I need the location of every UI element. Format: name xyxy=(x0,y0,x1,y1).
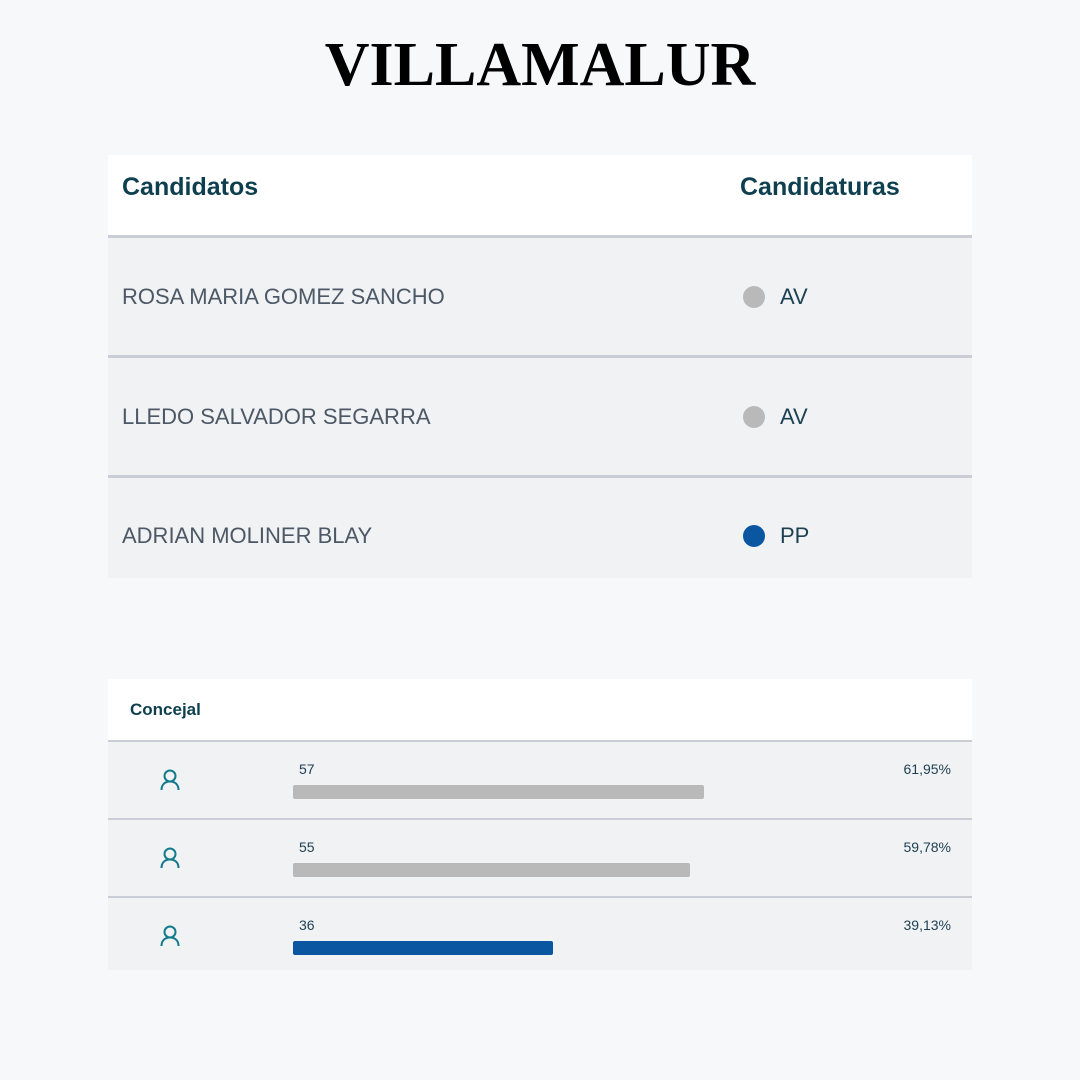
vote-count: 36 xyxy=(299,917,315,933)
concejal-results xyxy=(108,679,972,970)
header-candidatos: Candidatos xyxy=(122,173,259,201)
header-candidaturas: Candidaturas xyxy=(740,173,900,201)
candidate-name: ROSA MARIA GOMEZ SANCHO xyxy=(122,284,445,309)
user-icon xyxy=(160,925,180,947)
vote-count: 57 xyxy=(299,761,315,777)
vote-count: 55 xyxy=(299,839,315,855)
party-color-dot xyxy=(743,525,765,547)
candidate-row xyxy=(108,478,972,578)
page-title: VILLAMALUR xyxy=(324,31,756,99)
candidate-name: ADRIAN MOLINER BLAY xyxy=(122,523,373,548)
vote-bar xyxy=(293,785,704,799)
candidates-table xyxy=(108,155,972,578)
candidate-name: LLEDO SALVADOR SEGARRA xyxy=(122,404,431,429)
candidates-table-header xyxy=(108,155,972,238)
candidate-row xyxy=(108,358,972,478)
candidate-row xyxy=(108,238,972,358)
vote-bar xyxy=(293,941,553,955)
concejal-label: Concejal xyxy=(130,700,201,719)
result-row xyxy=(108,898,972,970)
vote-bar xyxy=(293,863,690,877)
vote-percentage: 59,78% xyxy=(903,839,951,855)
concejal-results-header xyxy=(108,679,972,742)
party-color-dot xyxy=(743,406,765,428)
vote-percentage: 61,95% xyxy=(903,761,951,777)
vote-percentage: 39,13% xyxy=(903,917,951,933)
result-row xyxy=(108,742,972,820)
user-icon xyxy=(160,847,180,869)
party-color-dot xyxy=(743,286,765,308)
candidate-party: AV xyxy=(780,404,808,429)
candidate-party: PP xyxy=(780,523,810,548)
user-icon xyxy=(160,769,180,791)
result-row xyxy=(108,820,972,898)
candidate-party: AV xyxy=(780,284,808,309)
